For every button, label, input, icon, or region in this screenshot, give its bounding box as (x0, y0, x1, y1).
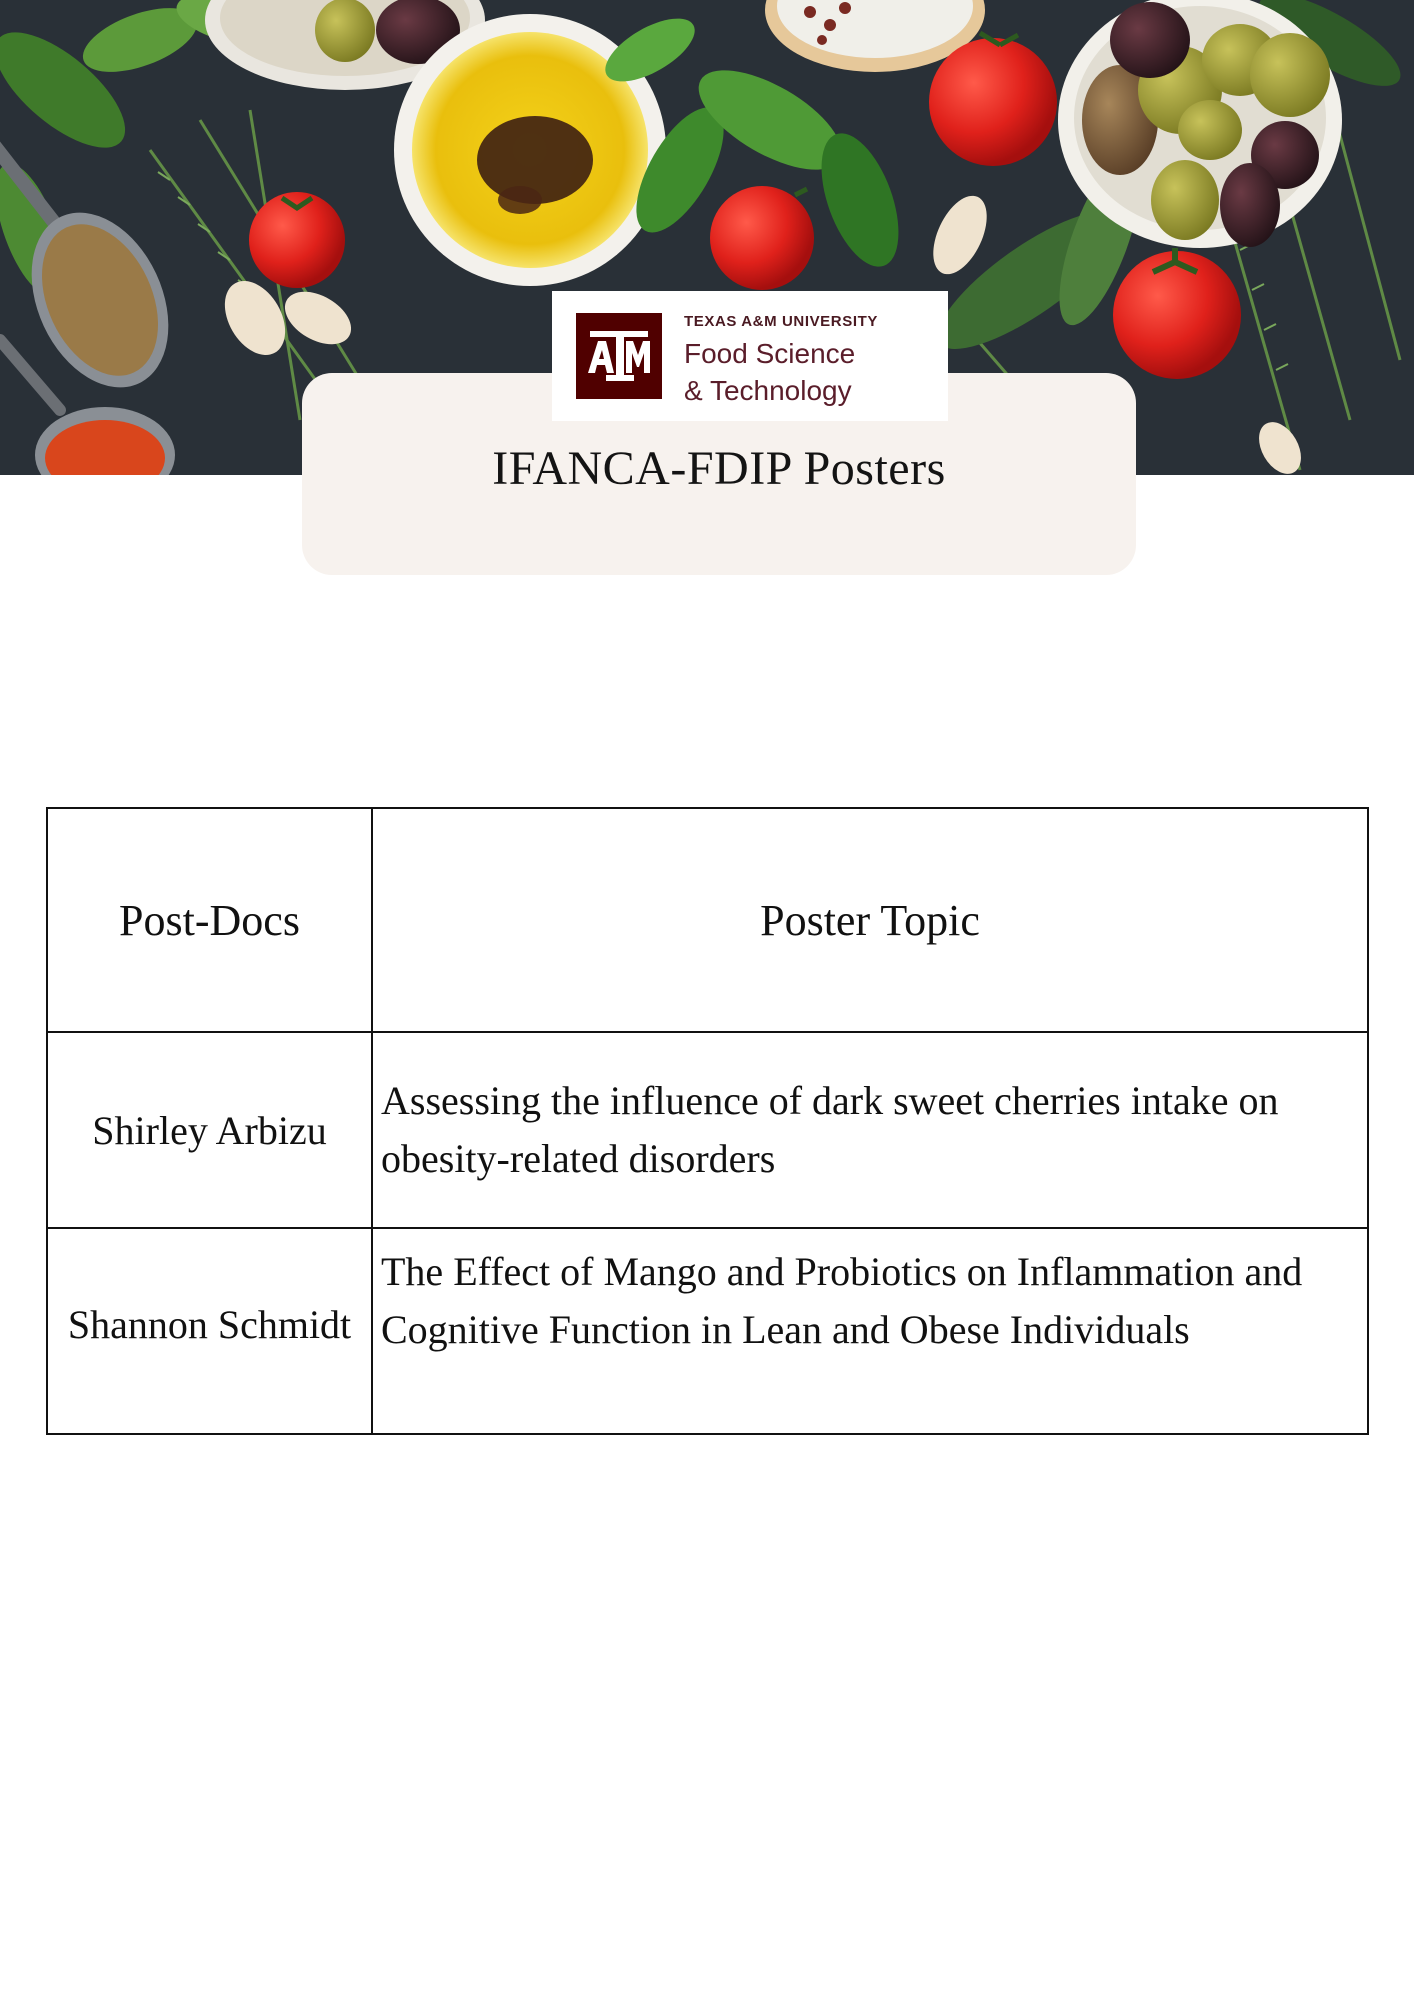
tomato-center (710, 186, 814, 290)
column-header-post-docs: Post-Docs (47, 808, 372, 1032)
atm-logo-icon (576, 313, 662, 399)
logo-university-name: TEXAS A&M UNIVERSITY (684, 313, 878, 330)
tamu-fst-logo (552, 291, 948, 421)
poster-topic: Assessing the influence of dark sweet cherries intake on obesity-related disorders (372, 1032, 1368, 1228)
logo-department-name (684, 335, 934, 409)
logo-department-line1: Food Science (684, 338, 856, 369)
poster-topic: The Effect of Mango and Probiotics on Inflammation and Cognitive Function in Lean and Obese Individuals (372, 1228, 1368, 1434)
table-row (47, 1032, 1368, 1228)
postdoc-name: Shannon Schmidt (47, 1228, 372, 1434)
olive-bowl-right (1058, 0, 1342, 248)
logo-department-line2: & Technology (684, 375, 852, 406)
poster-table (46, 807, 1369, 1435)
tomato-left (249, 192, 345, 288)
page-title: IFANCA-FDIP Posters (492, 442, 946, 495)
table-header-row (47, 808, 1368, 1032)
postdoc-name: Shirley Arbizu (47, 1032, 372, 1228)
table-row (47, 1228, 1368, 1434)
column-header-poster-topic: Poster Topic (372, 808, 1368, 1032)
